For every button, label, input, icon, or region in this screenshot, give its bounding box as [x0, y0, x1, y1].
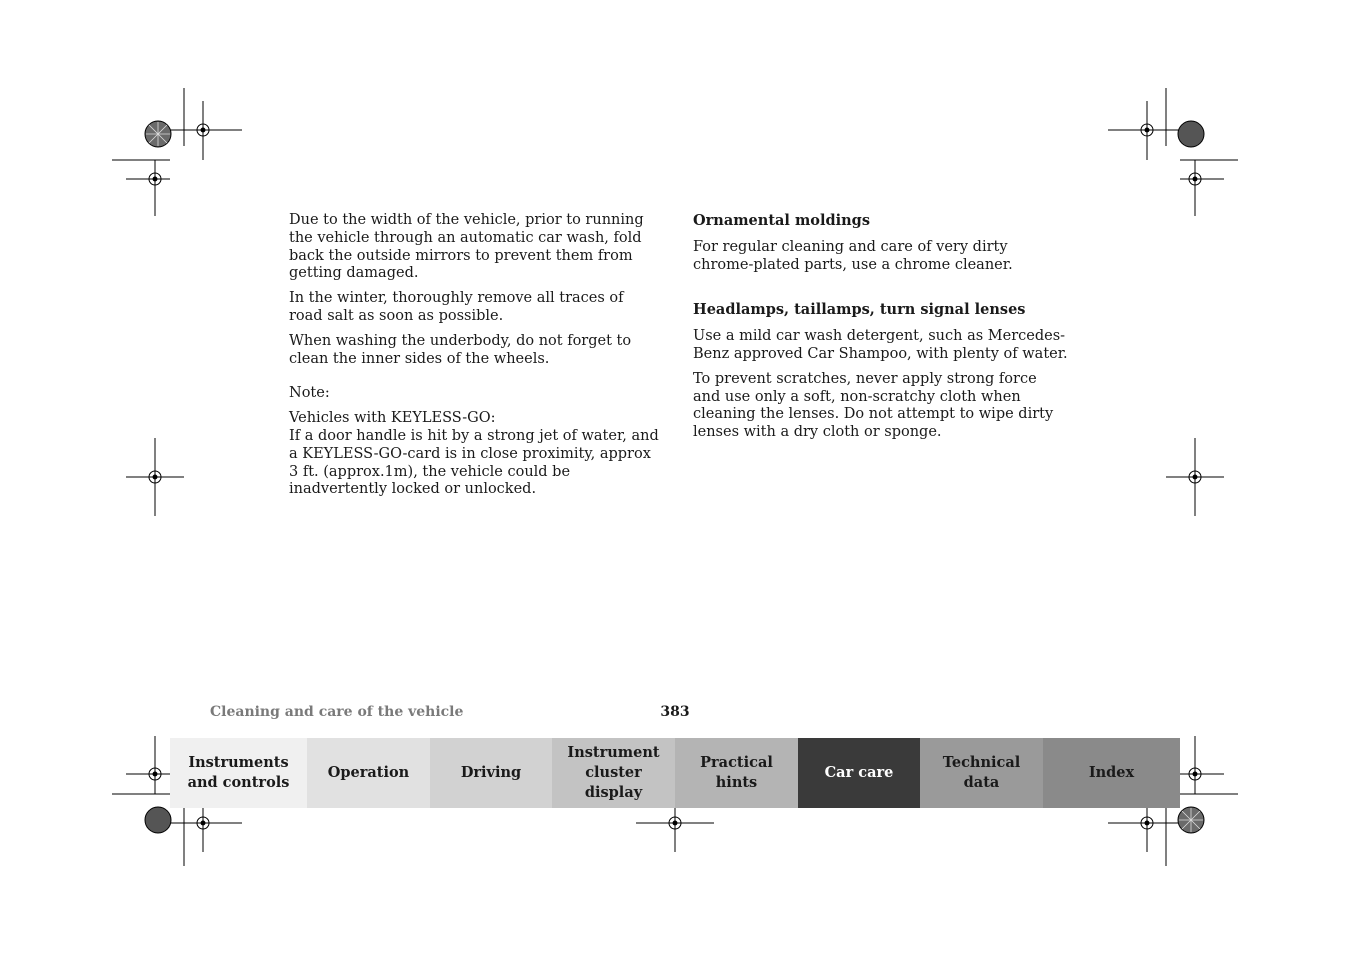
tab-car-care[interactable]: Car care: [798, 738, 920, 808]
chapter-tabs: [170, 738, 1180, 808]
tab-operation[interactable]: Operation: [307, 738, 430, 808]
paragraph-car-shampoo: Use a mild car wash detergent, such as Mercedes-Benz approved Car Shampoo, with plenty of water.: [693, 328, 1068, 362]
paragraph-chrome-cleaner: For regular cleaning and care of very dirty chrome-plated parts, use a chrome cleaner.: [693, 238, 1013, 273]
note-label: Note:: [289, 385, 330, 402]
paragraph-road-salt: In the winter, thoroughly remove all traces of road salt as soon as possible.: [289, 290, 624, 324]
paragraph-underbody: When washing the underbody, do not forget to clean the inner sides of the wheels.: [289, 332, 632, 367]
tab-instrument-cluster-display[interactable]: Instrument cluster display: [552, 738, 675, 808]
tab-instruments-and-controls[interactable]: Instruments and controls: [170, 738, 307, 808]
heading-headlamps: Headlamps, taillamps, turn signal lenses: [693, 301, 1026, 319]
left-column: [289, 212, 659, 506]
paragraph-car-wash-mirrors: Due to the width of the vehicle, prior to running the vehicle through an automatic car wash, fold back the outside mirrors to prevent them from getting damaged.: [289, 212, 644, 282]
note-keyless-go-text: If a door handle is hit by a strong jet of water, and a KEYLESS-GO-card is in close proximity, approx 3 ft. (approx.1m), the vehicle could be inadvertently locked or unlocked.: [289, 427, 659, 498]
tab-index[interactable]: Index: [1043, 738, 1180, 808]
paragraph-prevent-scratches: To prevent scratches, never apply strong force and use only a soft, non-scratchy cloth when cleaning the lenses. Do not attempt to wipe dirty lenses with a dry cloth or sponge.: [693, 370, 1054, 441]
tab-driving[interactable]: Driving: [430, 738, 552, 808]
heading-ornamental-moldings: Ornamental moldings: [693, 212, 870, 229]
note-keyless-go-heading: Vehicles with KEYLESS-GO:: [289, 410, 496, 427]
tab-practical-hints[interactable]: Practical hints: [675, 738, 798, 808]
section-title: Cleaning and care of the vehicle: [210, 704, 464, 720]
page-number: 383: [660, 704, 690, 720]
tab-technical-data[interactable]: Technical data: [920, 738, 1043, 808]
right-column: [693, 212, 1068, 449]
